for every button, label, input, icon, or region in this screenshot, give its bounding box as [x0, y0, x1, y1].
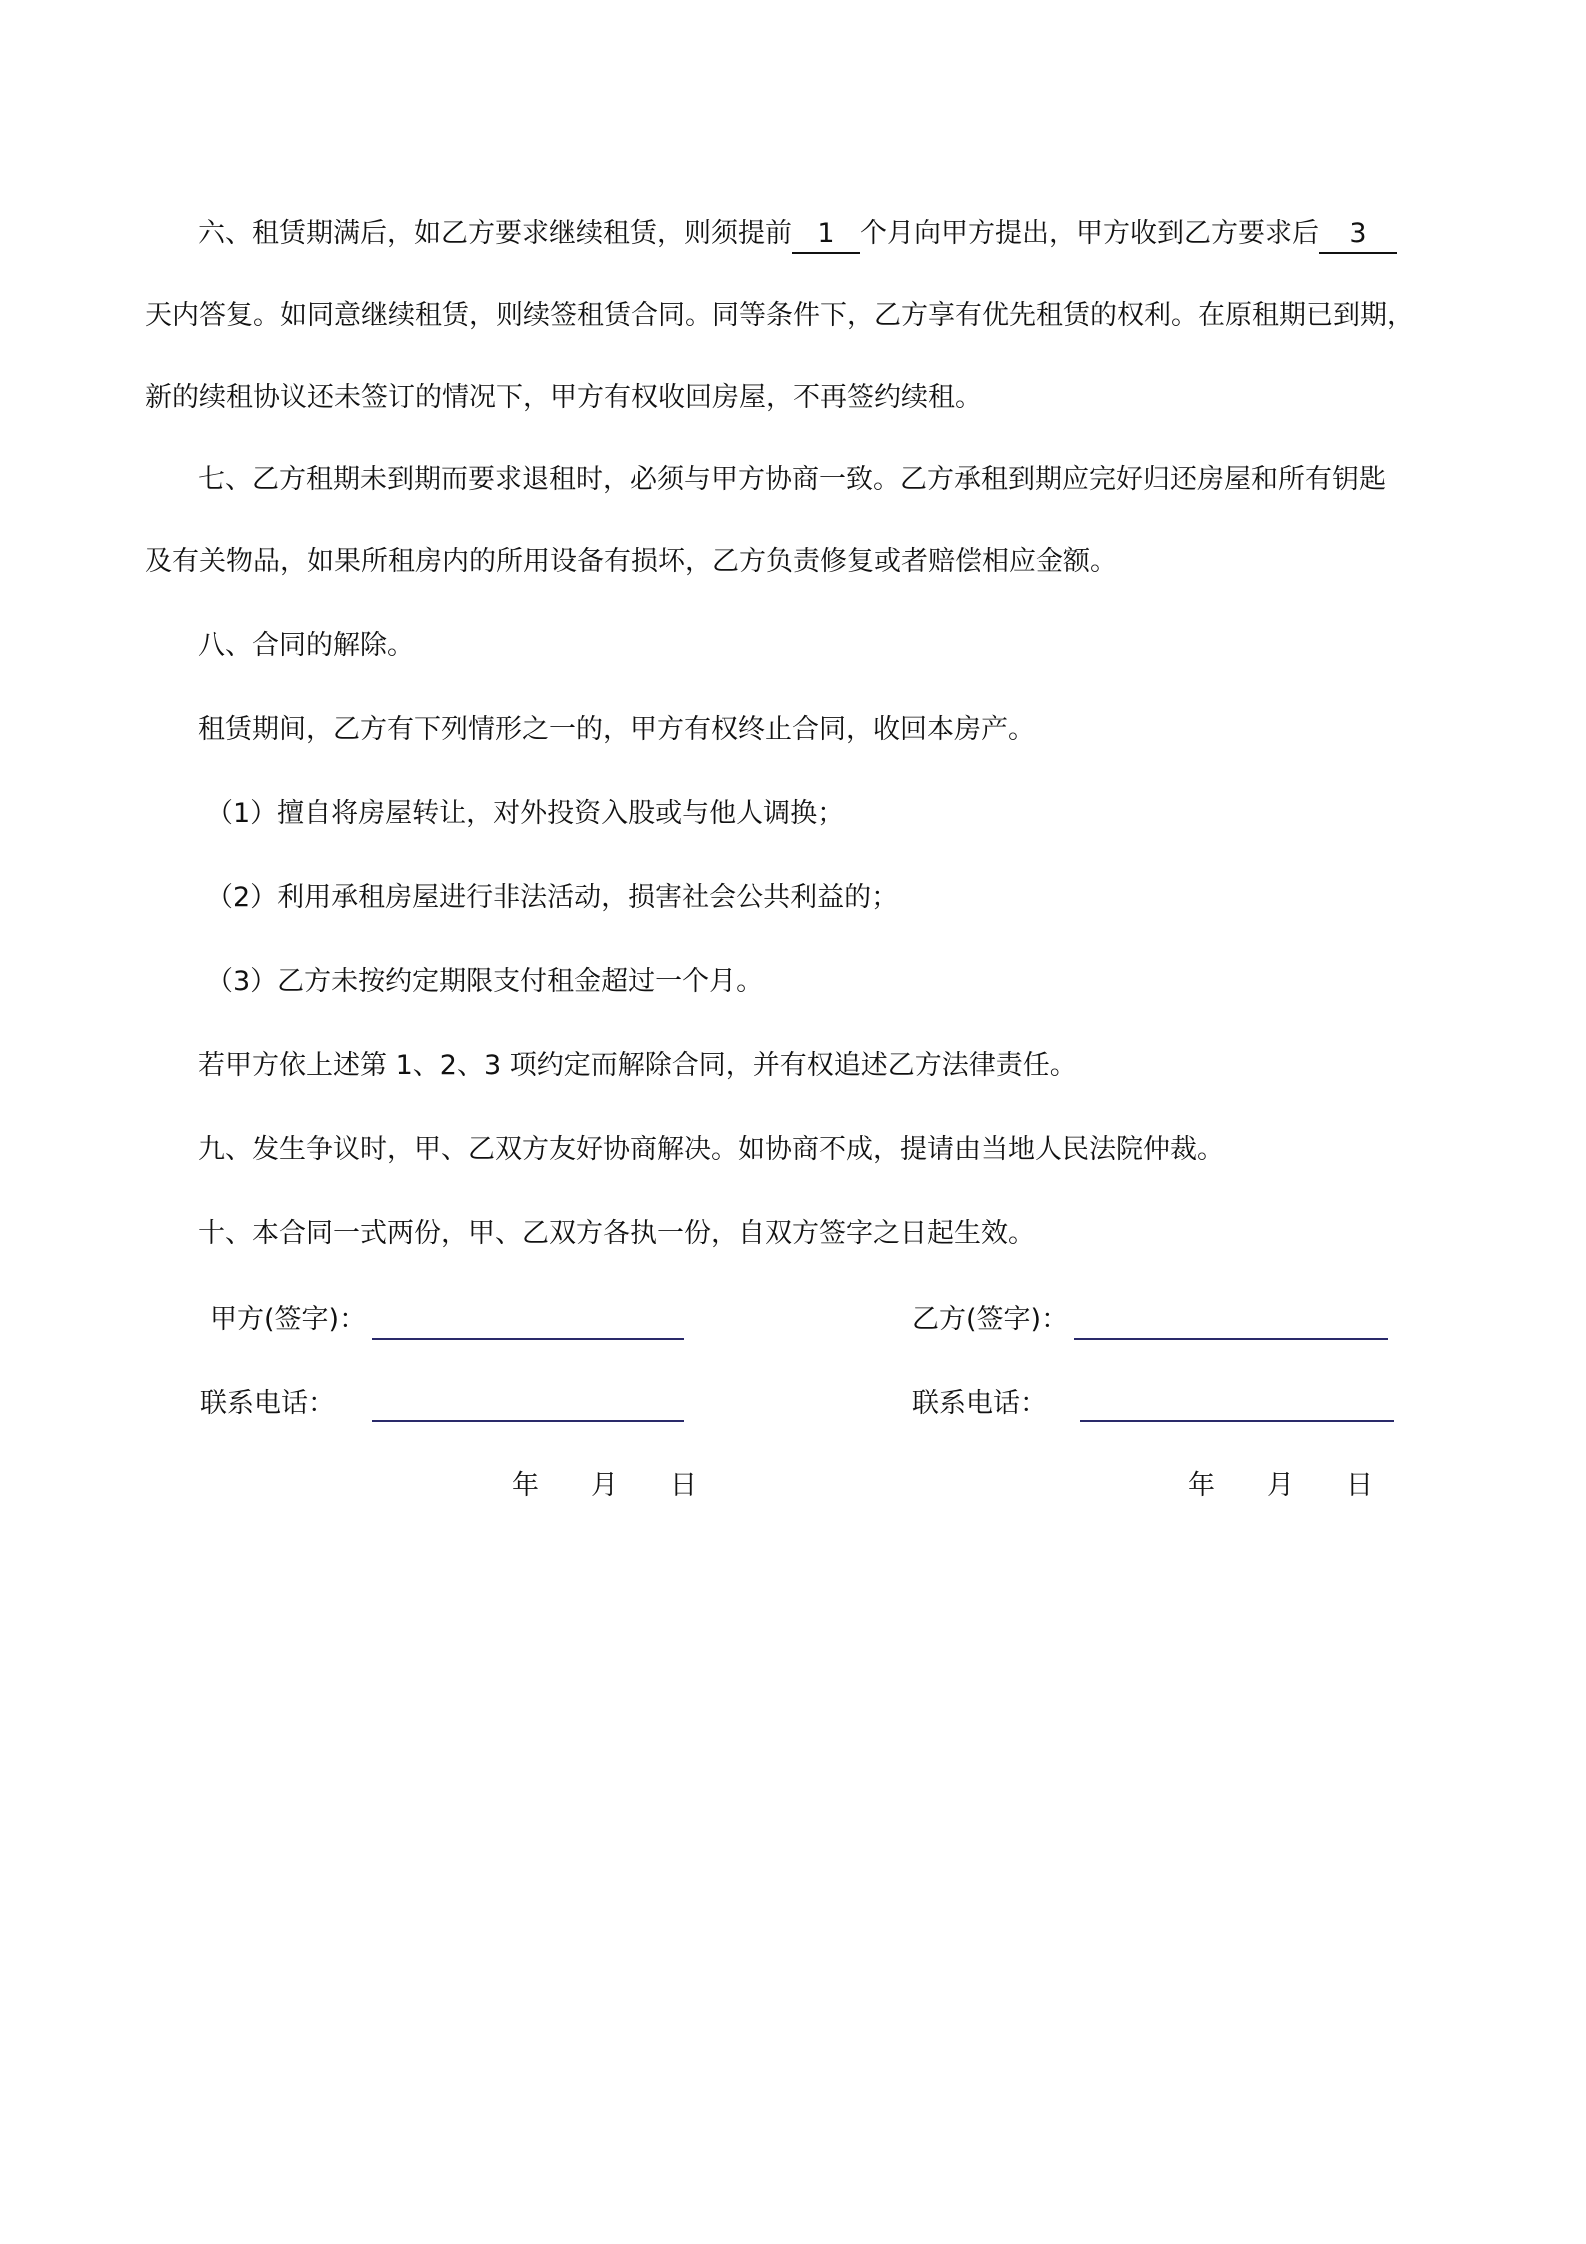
- clause8-title: 八、合同的解除。: [198, 630, 414, 661]
- clause8-consequence: 若甲方依上述第 1、2、3 项约定而解除合同，并有权追述乙方法律责任。: [198, 1050, 1077, 1081]
- party-b-phone-label: 联系电话：: [912, 1388, 1047, 1419]
- renewal-notice-months-blank[interactable]: 1: [792, 216, 860, 254]
- clause9: 九、发生争议时，甲、乙双方友好协商解决。如协商不成，提请由当地人民法院仲裁。: [198, 1134, 1224, 1165]
- party-b-date-year: 年: [1188, 1470, 1215, 1501]
- clause8-intro: 租赁期间，乙方有下列情形之一的，甲方有权终止合同，收回本房产。: [198, 714, 1035, 745]
- party-b-phone-line[interactable]: [1080, 1420, 1394, 1422]
- party-a-signature-line[interactable]: [372, 1338, 684, 1340]
- clause6-text-b: 个月向甲方提出，甲方收到乙方要求后: [860, 218, 1319, 249]
- party-b-date: [1188, 1466, 1373, 1506]
- party-a-date: [512, 1466, 697, 1506]
- party-a-date-year: 年: [512, 1470, 539, 1501]
- party-a-signature-label: 甲方(签字)：: [210, 1304, 367, 1335]
- clause6-line3: 新的续租协议还未签订的情况下，甲方有权收回房屋，不再签约续租。: [145, 382, 982, 413]
- clause8-item-2: （2）利用承租房屋进行非法活动，损害社会公共利益的；: [206, 882, 899, 913]
- clause8-item-3: （3）乙方未按约定期限支付租金超过一个月。: [206, 966, 764, 997]
- party-a-date-day: 日: [670, 1470, 697, 1501]
- party-a-phone-label: 联系电话：: [200, 1388, 335, 1419]
- clause6-line1: [198, 214, 1397, 254]
- clause6-line2: 天内答复。如同意继续租赁，则续签租赁合同。同等条件下，乙方享有优先租赁的权利。在原租期已到期，: [145, 300, 1414, 331]
- party-a-phone-line[interactable]: [372, 1420, 684, 1422]
- clause10: 十、本合同一式两份，甲、乙双方各执一份，自双方签字之日起生效。: [198, 1218, 1035, 1249]
- party-b-signature-line[interactable]: [1074, 1338, 1388, 1340]
- clause7-line2: 及有关物品，如果所租房内的所用设备有损坏，乙方负责修复或者赔偿相应金额。: [145, 546, 1117, 577]
- party-a-date-month: 月: [591, 1470, 618, 1501]
- party-b-date-day: 日: [1346, 1470, 1373, 1501]
- clause8-item-1: （1）擅自将房屋转让，对外投资入股或与他人调换；: [206, 798, 845, 829]
- clause7-line1: 七、乙方租期未到期而要求退租时，必须与甲方协商一致。乙方承租到期应完好归还房屋和所有钥匙: [198, 464, 1386, 495]
- reply-days-blank[interactable]: 3: [1319, 216, 1397, 254]
- party-b-signature-label: 乙方(签字)：: [912, 1304, 1069, 1335]
- clause6-text-a: 六、租赁期满后，如乙方要求继续租赁，则须提前: [198, 218, 792, 249]
- party-b-date-month: 月: [1267, 1470, 1294, 1501]
